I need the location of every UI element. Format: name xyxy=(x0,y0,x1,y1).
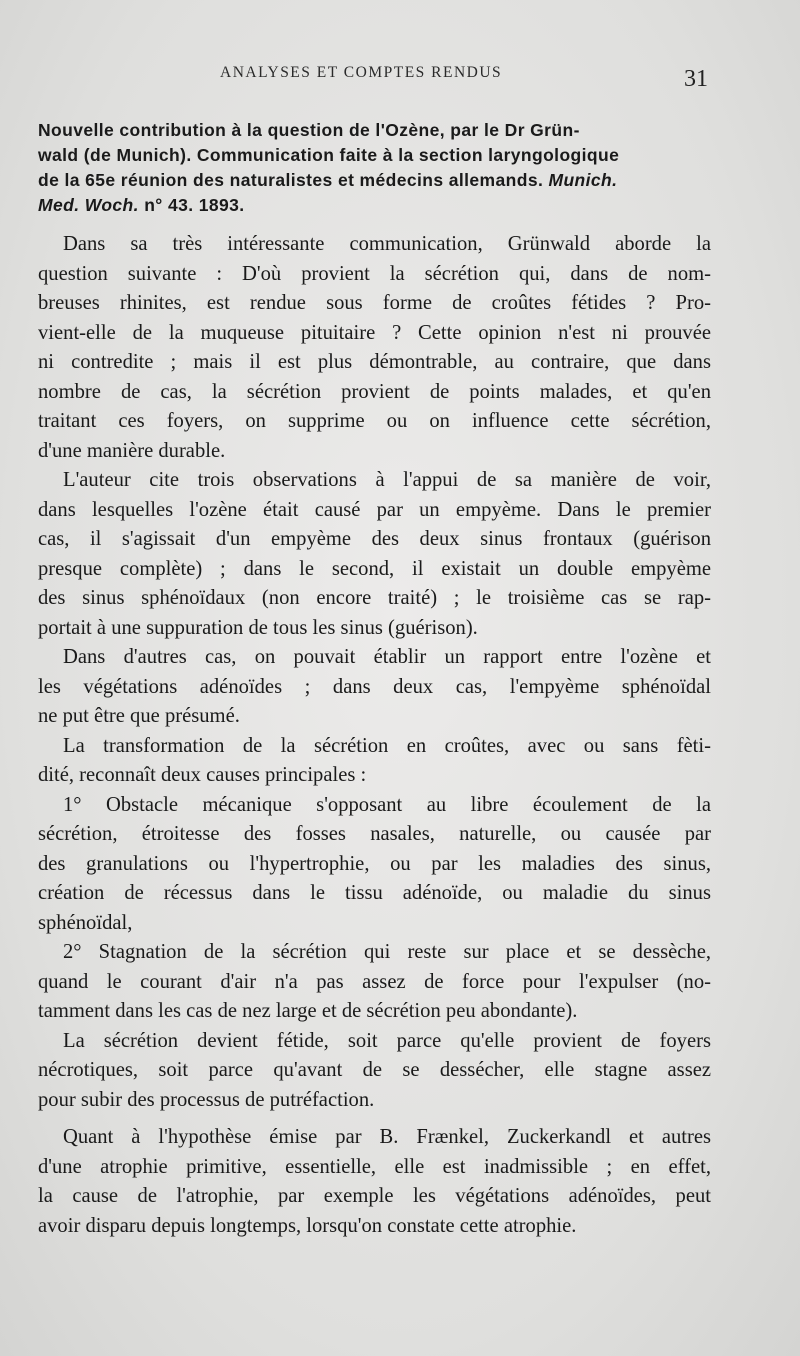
text-line: question suivante : D'où provient la sécrétion qui, dans de nom- xyxy=(38,262,711,285)
paragraph xyxy=(38,938,711,1027)
paragraph xyxy=(38,1123,711,1241)
article-title xyxy=(38,118,710,218)
paragraph xyxy=(38,230,711,466)
text-line: pour subir des processus de putréfaction. xyxy=(38,1088,375,1111)
text-line: 1° Obstacle mécanique s'opposant au libre écoulement de la xyxy=(63,793,711,816)
page-number: 31 xyxy=(684,66,708,92)
text-line: cas, il s'agissait d'un empyème des deux sinus frontaux (guérison xyxy=(38,528,711,550)
paragraph xyxy=(38,643,711,732)
text-line: traitant ces foyers, on supprime ou on influence cette sécrétion, xyxy=(38,410,711,432)
text-line: La sécrétion devient fétide, soit parce qu'elle provient de foyers xyxy=(63,1029,711,1052)
text-line: dité, reconnaît deux causes principales : xyxy=(38,764,367,786)
text-line: 2° Stagnation de la sécrétion qui reste sur place et se dessèche, xyxy=(63,941,711,963)
text-line: presque complète) ; dans le second, il existait un double empyème xyxy=(38,557,711,580)
text-line: sécrétion, étroitesse des fosses nasales, naturelle, ou causée par xyxy=(38,823,711,845)
text-line: des granulations ou l'hypertrophie, ou par les maladies des sinus, xyxy=(38,852,711,875)
journal-name-med: Med. xyxy=(38,195,80,215)
text-line: tamment dans les cas de nez large et de sécrétion peu abondante). xyxy=(38,1000,578,1022)
text-line: création de récessus dans le tissu adénoïde, ou maladie du sinus xyxy=(38,882,711,904)
text-line: breuses rhinites, est rendue sous forme de croûtes fétides ? Pro- xyxy=(38,292,711,314)
title-line: wald (de Munich). Communication faite à la section laryngologique xyxy=(38,145,620,165)
text-line: vient-elle de la muqueuse pituitaire ? Cette opinion n'est ni prouvée xyxy=(38,321,711,344)
text-line: nombre de cas, la sécrétion provient de points malades, et qu'en xyxy=(38,380,711,403)
title-line: Nouvelle contribution à la question de l'Ozène, par le Dr Grün- xyxy=(38,120,580,140)
title-line: de la 65e réunion des naturalistes et médecins allemands. Munich. xyxy=(38,170,618,190)
text-line: d'une atrophie primitive, essentielle, elle est inadmissible ; en effet, xyxy=(38,1155,711,1178)
journal-name-woch: Woch. xyxy=(84,195,139,215)
running-header-title: ANALYSES ET COMPTES RENDUS xyxy=(220,64,503,81)
journal-issue: n° 43. 1893. xyxy=(144,195,245,215)
text-line: portait à une suppuration de tous les sinus (guérison). xyxy=(38,616,478,639)
text-line: Dans d'autres cas, on pouvait établir un rapport entre l'ozène et xyxy=(63,646,711,668)
text-line: avoir disparu depuis longtemps, lorsqu'on constate cette atrophie. xyxy=(38,1214,577,1237)
text-line: dans lesquelles l'ozène était causé par un empyème. Dans le premier xyxy=(38,498,711,521)
text-line: Dans sa très intéressante communication, Grünwald aborde la xyxy=(63,233,711,255)
text-line: les végétations adénoïdes ; dans deux cas, l'empyème sphénoïdal xyxy=(38,675,711,698)
title-line xyxy=(38,193,710,218)
paragraph xyxy=(38,791,711,939)
text-line: sphénoïdal, xyxy=(38,911,133,934)
text-line: L'auteur cite trois observations à l'appui de sa manière de voir, xyxy=(63,469,711,491)
paragraph-gap xyxy=(38,1115,711,1123)
text-line: La transformation de la sécrétion en croûtes, avec ou sans fèti- xyxy=(63,734,711,757)
text-line: quand le courant d'air n'a pas assez de force pour l'expulser (no- xyxy=(38,970,711,993)
text-line: d'une manière durable. xyxy=(38,439,226,462)
text-line: des sinus sphénoïdaux (non encore traité) ; le troisième cas se rap- xyxy=(38,587,711,609)
text-line: ne put être que présumé. xyxy=(38,705,240,727)
text-line: Quant à l'hypothèse émise par B. Frænkel, Zuckerkandl et autres xyxy=(63,1126,711,1148)
article-body xyxy=(38,230,711,1241)
paragraph xyxy=(38,466,711,643)
paragraph xyxy=(38,732,711,791)
text-line: la cause de l'atrophie, par exemple les végétations adénoïdes, peut xyxy=(38,1185,711,1207)
paragraph xyxy=(38,1027,711,1116)
text-line: ni contredite ; mais il est plus démontrable, au contraire, que dans xyxy=(38,351,711,373)
journal-city: Munich. xyxy=(548,170,618,190)
text-line: nécrotiques, soit parce qu'avant de se dessécher, elle stagne assez xyxy=(38,1059,711,1081)
